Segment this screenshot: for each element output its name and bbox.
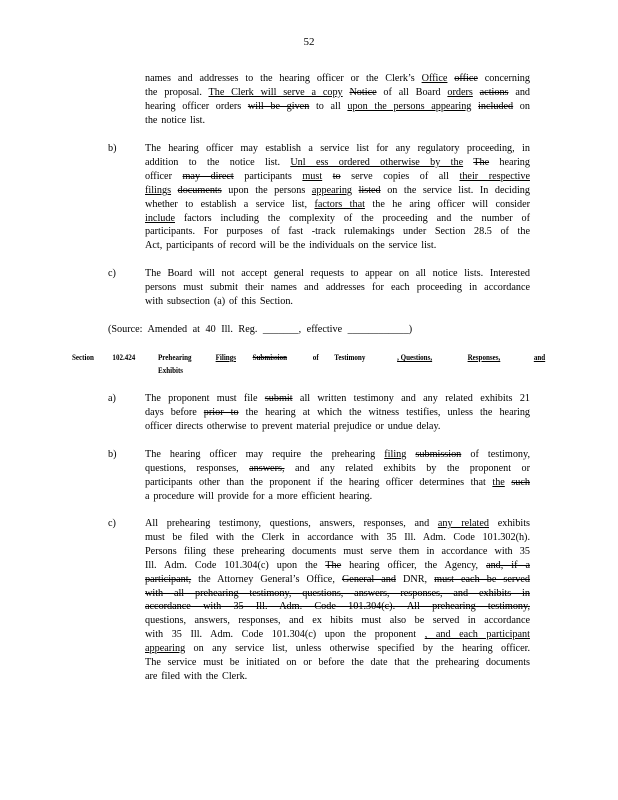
paragraph-line: are filed with the Clerk. bbox=[145, 670, 248, 682]
paragraph-line: The Board will not accept general requests to appear on all notice lists. Interested bbox=[145, 268, 530, 279]
paragraph-line: a procedure will provide for a more efficient hearing. bbox=[145, 490, 373, 502]
paragraph-c-notice-lists bbox=[145, 267, 530, 309]
paragraph-b-prehearing-filing bbox=[145, 448, 530, 504]
paragraph-line: include factors including the complexity of the proceeding and the number of bbox=[145, 212, 530, 224]
source-note: (Source: Amended at 40 Ill. Reg. _______, effective ____________) bbox=[108, 324, 413, 335]
page-number: 52 bbox=[303, 36, 315, 48]
item-label: c) bbox=[108, 268, 116, 279]
paragraph-line: persons must submit their names and addresses for each proceeding in accordance bbox=[145, 281, 530, 293]
paragraph-line: appearing on any service list, unless otherwise specified by the hearing officer. bbox=[145, 643, 530, 655]
heading-word: of bbox=[312, 353, 319, 362]
paragraph-line: filings documents upon the persons appearing listed on the service list. In deciding bbox=[145, 184, 530, 196]
paragraph-a-proponent bbox=[145, 392, 530, 434]
paragraph-line: accordance with 35 Ill. Adm. Code 101.304(c). All prehearing testimony, bbox=[145, 601, 530, 613]
item-label: b) bbox=[108, 143, 117, 154]
intro-line: the proposal. The Clerk will serve a copy Notice of all Board orders actions and bbox=[145, 86, 531, 98]
paragraph-line: The hearing officer may require the prehearing filing submission of testimony, bbox=[145, 449, 530, 460]
heading-section-number: 102.424 bbox=[112, 353, 136, 362]
paragraph-line: must be filed with the Clerk in accordance with 35 Ill. Adm. Code 101.302(h). bbox=[145, 531, 530, 543]
paragraph-line: The service must be initiated on or before the date that the prehearing documents bbox=[145, 657, 530, 669]
paragraph-line: with 35 Ill. Adm. Code 101.304(c) upon the proponent , and each participant bbox=[145, 629, 530, 641]
paragraph-line: with subsection (a) of this Section. bbox=[145, 295, 293, 307]
intro-line: hearing officer orders will be given to all upon the persons appearing included on bbox=[145, 100, 530, 112]
paragraph-line: officer may direct participants must to serve copies of all their respective bbox=[145, 170, 530, 182]
heading-word-inserted: , Questions, bbox=[397, 353, 433, 362]
paragraph-line: Persons filing these prehearing documents must serve them in accordance with 35 bbox=[145, 545, 530, 557]
paragraph-line: days before prior to the hearing at which the witness testifies, unless the hearing bbox=[145, 406, 531, 418]
paragraph-line: addition to the notice list. Unl ess ordered otherwise by the The hearing bbox=[145, 156, 530, 168]
item-label: a) bbox=[108, 393, 116, 404]
heading-word-deleted: Submission bbox=[252, 353, 288, 362]
heading-line-two: Exhibits bbox=[158, 366, 184, 375]
heading-section-word: Section bbox=[72, 353, 94, 362]
paragraph-line: whether to establish a service list, factors that the he aring officer will consider bbox=[145, 198, 530, 210]
heading-word-inserted: Filings bbox=[215, 353, 236, 362]
paragraph-line: participant, the Attorney General’s Office, General and DNR, must each be served bbox=[145, 573, 531, 585]
heading-word: Testimony bbox=[334, 353, 366, 362]
paragraph-line: Ill. Adm. Code 101.304(c) upon the The hearing officer, the Agency, and, if a bbox=[145, 559, 530, 571]
intro-line: names and addresses to the hearing officer or the Clerk’s Office office concerning bbox=[145, 73, 530, 84]
item-label: c) bbox=[108, 518, 116, 529]
paragraph-c-service-requirements bbox=[145, 517, 530, 684]
intro-paragraph bbox=[145, 72, 530, 128]
paragraph-line: with all prehearing testimony, questions, answers, responses, and exhibits in bbox=[145, 587, 530, 599]
item-label: b) bbox=[108, 449, 117, 460]
heading-word-inserted: Responses, bbox=[467, 353, 501, 362]
paragraph-line: All prehearing testimony, questions, answers, responses, and any related exhibits bbox=[145, 518, 530, 529]
paragraph-line: participants. For purposes of fast -track rulemakings under Section 28.5 of the bbox=[145, 226, 530, 238]
paragraph-line: questions, answers, responses, and ex hibits must also be served in accordance bbox=[145, 615, 530, 627]
paragraph-b-service-list bbox=[145, 142, 530, 253]
paragraph-line: The hearing officer may establish a service list for any regulatory proceeding, in bbox=[145, 143, 530, 154]
paragraph-line: participants other than the proponent if the hearing officer determines that the such bbox=[145, 476, 530, 488]
paragraph-line: officer directs otherwise to prevent material prejudice or undue delay. bbox=[145, 420, 441, 432]
paragraph-line: questions, responses, answers, and any related exhibits by the proponent or bbox=[145, 462, 531, 474]
paragraph-line: The proponent must file submit all written testimony and any related exhibits 21 bbox=[145, 393, 531, 404]
intro-line: the notice list. bbox=[145, 114, 206, 126]
heading-word-inserted: and bbox=[533, 353, 546, 362]
paragraph-line: Act, participants of record will be the individuals on the service list. bbox=[145, 240, 437, 252]
heading-word: Prehearing bbox=[158, 353, 192, 362]
